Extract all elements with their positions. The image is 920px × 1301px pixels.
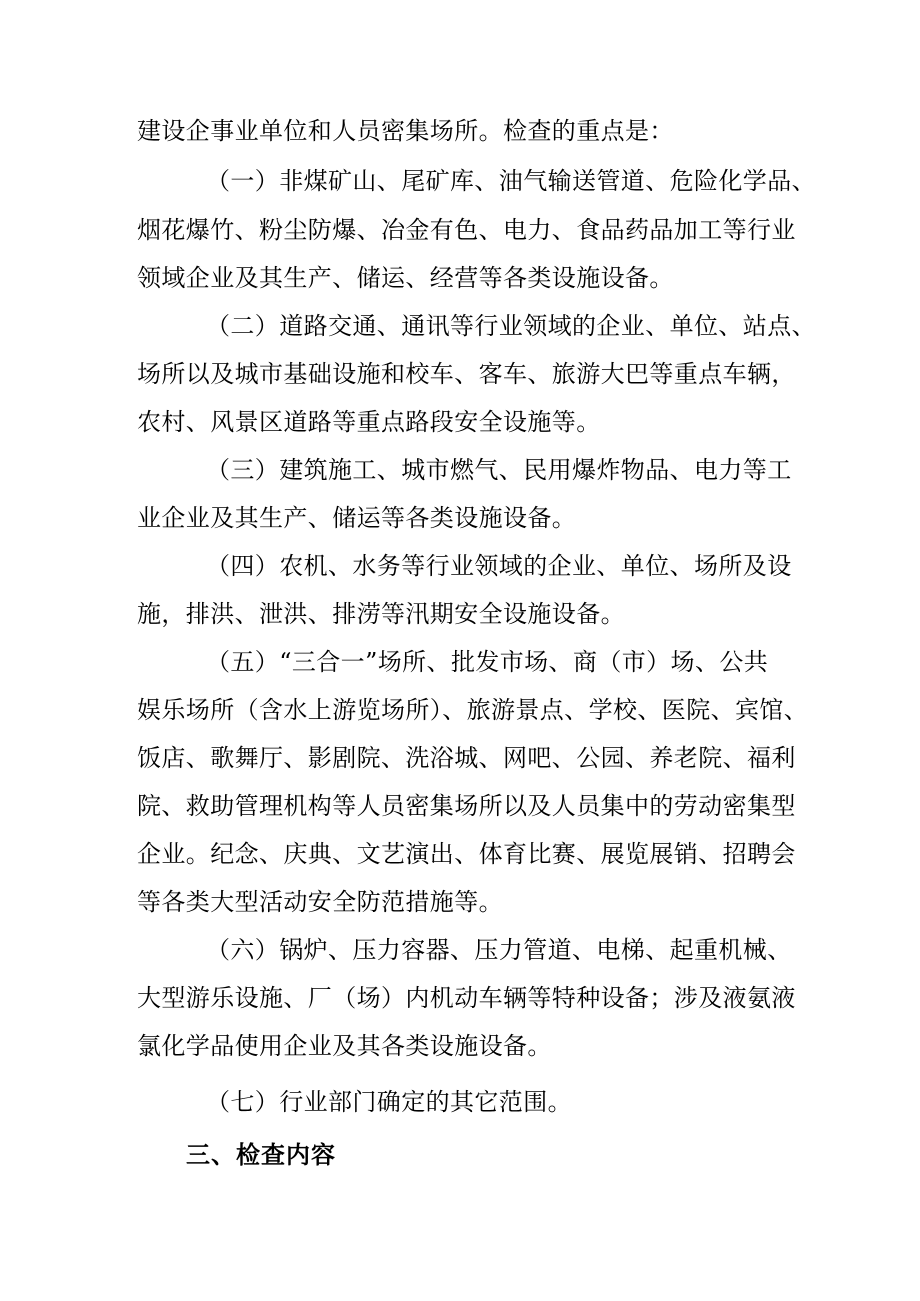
text-line-4: 领域企业及其生产、储运、经营等各类设施设备。 — [137, 264, 674, 292]
text-line-13: 娱乐场所（含水上游览场所）、旅游景点、学校、医院、宾馆、 — [137, 696, 809, 724]
text-line-16: 企业。纪念、庆典、文艺演出、体育比赛、展览展销、招聘会 — [137, 840, 796, 868]
text-line-5: （二）道路交通、通讯等行业领域的企业、单位、站点、 — [206, 312, 816, 340]
text-line-18: （六）锅炉、压力容器、压力管道、电梯、起重机械、 — [206, 936, 792, 964]
text-line-17: 等各类大型活动安全防范措施等。 — [137, 888, 503, 916]
section-heading: 三、检查内容 — [186, 1140, 336, 1169]
text-line-6: 场所以及城市基础设施和校车、客车、旅游大巴等重点车辆， — [137, 360, 796, 388]
text-line-1: 建设企事业单位和人员密集场所。检查的重点是： — [137, 117, 674, 145]
text-line-10: （四）农机、水务等行业领域的企业、单位、场所及设 — [206, 552, 792, 580]
text-line-11: 施，排洪、泄洪、排涝等汛期安全设施设备。 — [137, 600, 625, 628]
text-line-21: （七）行业部门确定的其它范围。 — [206, 1088, 572, 1116]
text-line-14: 饭店、歌舞厅、影剧院、洗浴城、网吧、公园、养老院、福利 — [137, 744, 796, 772]
text-line-15: 院、救助管理机构等人员密集场所以及人员集中的劳动密集型 — [137, 792, 796, 820]
text-line-3: 烟花爆竹、粉尘防爆、冶金有色、电力、食品药品加工等行业 — [137, 216, 796, 244]
text-line-8: （三）建筑施工、城市燃气、民用爆炸物品、电力等工 — [206, 456, 792, 484]
text-line-2: （一）非煤矿山、尾矿库、油气输送管道、危险化学品、 — [206, 167, 816, 195]
text-line-20: 氯化学品使用企业及其各类设施设备。 — [137, 1032, 552, 1060]
text-line-19: 大型游乐设施、厂（场）内机动车辆等特种设备；涉及液氨液 — [137, 984, 796, 1012]
text-line-7: 农村、风景区道路等重点路段安全设施等。 — [137, 408, 601, 436]
text-line-12: （五）“三合一”场所、批发市场、商（市）场、公共 — [206, 648, 769, 676]
text-line-9: 业企业及其生产、储运等各类设施设备。 — [137, 504, 577, 532]
